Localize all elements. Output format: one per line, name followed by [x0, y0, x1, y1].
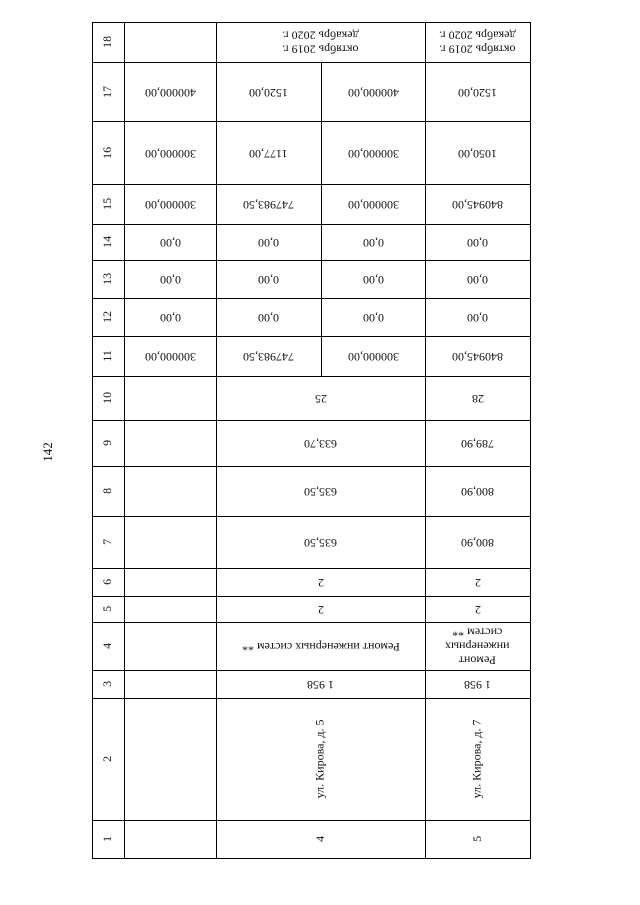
row2-col18-text: октябрь 2019 г. декабрь 2020 г. — [439, 29, 516, 57]
row1-col13-b-text: 0,00 — [362, 272, 384, 287]
table-rule — [425, 22, 426, 859]
row1-col13-b — [321, 260, 425, 298]
row2-col16-text: 1050,00 — [458, 146, 497, 161]
row1-col17-a — [216, 62, 321, 121]
column-number-16 — [92, 121, 124, 184]
row2-col8 — [425, 466, 530, 516]
table-rule — [92, 622, 531, 623]
column-number-4 — [92, 622, 124, 670]
row2-col13-text: 0,00 — [467, 272, 488, 287]
row2-col15-text: 840945,00 — [452, 197, 503, 212]
column-number-13 — [92, 260, 124, 298]
data-table — [92, 22, 530, 858]
row2-col15 — [425, 184, 530, 224]
row1-col15-b-text: 300000,00 — [347, 197, 399, 212]
row1-col6 — [216, 568, 425, 596]
row1-col11-a-text: 747983,50 — [243, 349, 294, 364]
row1-col14-a — [216, 224, 321, 260]
table-rule — [92, 820, 531, 821]
column-number-8-text: 8 — [100, 487, 115, 494]
row2-col7 — [425, 516, 530, 568]
table-rule — [124, 22, 125, 859]
row2-col2-text: ул. Кирова, д. 7 — [469, 719, 484, 799]
row2-col14 — [425, 224, 530, 260]
table-rule — [92, 698, 531, 699]
column-number-12-text: 12 — [100, 310, 115, 323]
table-rule — [92, 184, 531, 185]
row1-col14-b — [321, 224, 425, 260]
row0-col16 — [124, 121, 216, 184]
row2-col7-text: 800,90 — [461, 535, 494, 550]
row0-col13 — [124, 260, 216, 298]
row1-col2-text: ул. Кирова, д. 5 — [312, 719, 327, 799]
table-rule — [92, 596, 531, 597]
row2-col5-text: 2 — [474, 602, 481, 617]
column-number-4-text: 4 — [100, 642, 115, 649]
column-number-3 — [92, 670, 124, 698]
row0-col14 — [124, 224, 216, 260]
row1-col11-b-text: 300000,00 — [347, 349, 399, 364]
row1-col12-a-text: 0,00 — [258, 310, 279, 325]
row2-col2 — [425, 698, 530, 820]
row1-col11-b — [321, 336, 425, 376]
row2-col4-text: Ремонт инженерных систем ** — [445, 626, 510, 668]
table-rule — [216, 22, 217, 859]
column-number-12 — [92, 298, 124, 336]
row2-col11 — [425, 336, 530, 376]
column-number-14-text: 14 — [100, 235, 115, 248]
row2-col5 — [425, 596, 530, 622]
row1-col10-text: 25 — [314, 391, 327, 406]
row2-col6-text: 2 — [474, 575, 481, 590]
column-number-9-text: 9 — [100, 439, 115, 446]
column-number-16-text: 16 — [100, 146, 115, 159]
row2-col10-text: 28 — [471, 391, 484, 406]
row0-col17 — [124, 62, 216, 121]
table-rule — [92, 22, 531, 23]
table-rule — [92, 22, 93, 859]
row1-col18 — [216, 22, 425, 62]
row1-col3-text: 1 958 — [307, 677, 334, 692]
row1-col6-text: 2 — [317, 575, 324, 590]
column-number-6-text: 6 — [100, 578, 115, 585]
row1-col17-b-text: 400000,00 — [347, 85, 399, 100]
table-rule — [92, 466, 531, 467]
row1-col9 — [216, 420, 425, 466]
row2-col1 — [425, 820, 530, 858]
table-rule — [92, 858, 531, 859]
row1-col4 — [216, 622, 425, 670]
row2-col1-text: 5 — [469, 835, 484, 842]
row2-col12-text: 0,00 — [467, 310, 488, 325]
row0-col15-text: 300000,00 — [144, 197, 196, 212]
column-number-1-text: 1 — [100, 835, 115, 842]
column-number-11 — [92, 336, 124, 376]
row0-col13-text: 0,00 — [159, 272, 181, 287]
column-number-10-text: 10 — [100, 391, 115, 404]
row0-col11-text: 300000,00 — [144, 349, 196, 364]
column-number-1 — [92, 820, 124, 858]
column-number-17-text: 17 — [100, 85, 115, 98]
row2-col13 — [425, 260, 530, 298]
row1-col2 — [216, 698, 425, 820]
row2-col17-text: 1520,00 — [458, 85, 497, 100]
column-number-15-text: 15 — [100, 197, 115, 210]
row0-col15 — [124, 184, 216, 224]
row1-col16-b-text: 300000,00 — [347, 146, 399, 161]
column-number-3-text: 3 — [100, 680, 115, 687]
column-number-2-text: 2 — [100, 755, 115, 762]
row0-col17-text: 400000,00 — [144, 85, 196, 100]
row1-col1-text: 4 — [312, 835, 327, 842]
row0-col12-text: 0,00 — [159, 310, 181, 325]
column-number-5-text: 5 — [100, 605, 115, 612]
column-number-7 — [92, 516, 124, 568]
row1-col12-b-text: 0,00 — [362, 310, 384, 325]
table-rule — [92, 670, 531, 671]
row2-col18 — [425, 22, 530, 62]
row2-col12 — [425, 298, 530, 336]
table-rule — [530, 22, 531, 859]
row2-col8-text: 800,90 — [461, 484, 494, 499]
row1-col17-a-text: 1520,00 — [249, 85, 288, 100]
column-number-5 — [92, 596, 124, 622]
table-rule — [92, 516, 531, 517]
row1-col16-a-text: 1177,00 — [249, 146, 288, 161]
row1-col18-text: октябрь 2019 г. декабрь 2020 г. — [282, 29, 359, 57]
page-number: 142 — [40, 442, 55, 462]
table-rule — [321, 62, 322, 376]
row1-col12-a — [216, 298, 321, 336]
row1-col12-b — [321, 298, 425, 336]
table-rule — [92, 121, 531, 122]
row2-col6 — [425, 568, 530, 596]
row1-col7 — [216, 516, 425, 568]
column-number-7-text: 7 — [100, 538, 115, 545]
row1-col17-b — [321, 62, 425, 121]
row1-col10 — [216, 376, 425, 420]
column-number-8 — [92, 466, 124, 516]
row1-col1 — [216, 820, 425, 858]
column-number-14 — [92, 224, 124, 260]
row1-col13-a — [216, 260, 321, 298]
row1-col13-a-text: 0,00 — [258, 272, 279, 287]
row0-col12 — [124, 298, 216, 336]
table-rule — [92, 568, 531, 569]
column-number-9 — [92, 420, 124, 466]
table-rule — [92, 224, 531, 225]
table-rule — [92, 376, 531, 377]
row1-col11-a — [216, 336, 321, 376]
row2-col10 — [425, 376, 530, 420]
row0-col16-text: 300000,00 — [144, 146, 196, 161]
table-rule — [92, 62, 531, 63]
table-rule — [92, 336, 531, 337]
row1-col14-b-text: 0,00 — [362, 235, 384, 250]
row0-col14-text: 0,00 — [159, 235, 181, 250]
row2-col17 — [425, 62, 530, 121]
row1-col8 — [216, 466, 425, 516]
row1-col7-text: 635,50 — [304, 535, 337, 550]
table-rule — [92, 298, 531, 299]
row1-col15-b — [321, 184, 425, 224]
row1-col15-a-text: 747983,50 — [243, 197, 294, 212]
row1-col5-text: 2 — [317, 602, 324, 617]
column-number-15 — [92, 184, 124, 224]
row1-col4-text: Ремонт инженерных систем ** — [241, 639, 400, 654]
row2-col9 — [425, 420, 530, 466]
row1-col15-a — [216, 184, 321, 224]
row2-col16 — [425, 121, 530, 184]
row1-col3 — [216, 670, 425, 698]
column-number-6 — [92, 568, 124, 596]
column-number-18-text: 18 — [100, 35, 115, 48]
column-number-13-text: 13 — [100, 272, 115, 285]
row2-col14-text: 0,00 — [467, 235, 488, 250]
column-number-11-text: 11 — [100, 350, 115, 362]
row1-col9-text: 633,70 — [304, 436, 337, 451]
row1-col5 — [216, 596, 425, 622]
table-rule — [92, 420, 531, 421]
row2-col11-text: 840945,00 — [452, 349, 503, 364]
column-number-17 — [92, 62, 124, 121]
row2-col9-text: 789,90 — [461, 436, 494, 451]
row2-col3-text: 1 958 — [464, 677, 491, 692]
row2-col3 — [425, 670, 530, 698]
table-rule — [92, 260, 531, 261]
row1-col16-a — [216, 121, 321, 184]
column-number-2 — [92, 698, 124, 820]
row2-col4 — [425, 622, 530, 670]
row0-col11 — [124, 336, 216, 376]
row1-col16-b — [321, 121, 425, 184]
row1-col8-text: 635,50 — [304, 484, 337, 499]
column-number-10 — [92, 376, 124, 420]
row1-col14-a-text: 0,00 — [258, 235, 279, 250]
column-number-18 — [92, 22, 124, 62]
